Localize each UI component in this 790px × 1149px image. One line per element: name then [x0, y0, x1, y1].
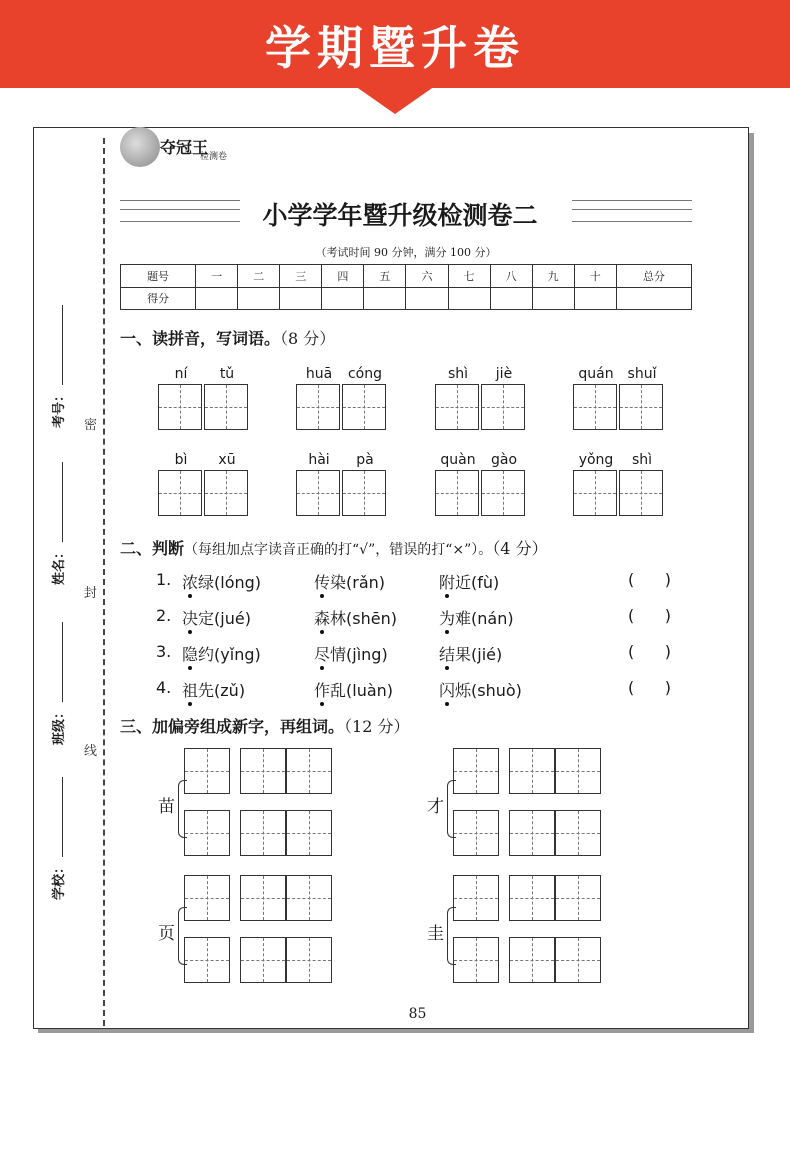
- writing-grid-cell[interactable]: [573, 470, 617, 516]
- dotted-character: 传: [314, 573, 331, 592]
- word-grid[interactable]: [240, 875, 286, 921]
- new-character-grid[interactable]: [184, 810, 230, 856]
- seal-feng: 封: [84, 586, 98, 601]
- pinyin-reading: (luàn): [346, 681, 394, 700]
- pinyin-label: shuǐ: [627, 366, 657, 382]
- radical-character: 页: [158, 924, 175, 944]
- section1-heading: 一、读拼音，写词语。（8 分）: [120, 329, 336, 348]
- side-field-school[interactable]: 学校：: [48, 777, 67, 900]
- seal-xian: 线: [84, 744, 98, 759]
- writing-grid-cell[interactable]: [296, 470, 340, 516]
- new-character-grid[interactable]: [453, 875, 499, 921]
- writing-grid-cell[interactable]: [619, 470, 663, 516]
- writing-grid-cell[interactable]: [481, 470, 525, 516]
- writing-grid-cell[interactable]: [573, 384, 617, 430]
- score-cell[interactable]: [238, 287, 280, 310]
- score-cell[interactable]: [574, 287, 616, 310]
- character: 果: [455, 645, 472, 664]
- side-field-exam-number[interactable]: 考号：: [48, 305, 67, 428]
- character: 约: [198, 645, 215, 664]
- score-cell[interactable]: [322, 287, 364, 310]
- writing-grid-cell[interactable]: [435, 384, 479, 430]
- logo-subtext: 检测卷: [200, 152, 228, 162]
- word-grid[interactable]: [286, 810, 332, 856]
- word-with-pinyin: [314, 642, 388, 665]
- pinyin-reading: (lóng): [214, 573, 262, 592]
- dotted-character: 为: [439, 609, 456, 628]
- pinyin-label: quán: [578, 366, 614, 382]
- character: 乱: [330, 681, 347, 700]
- answer-blank[interactable]: ( ): [628, 678, 671, 697]
- word-grid[interactable]: [555, 937, 601, 983]
- title-rule-left: [120, 200, 240, 222]
- pinyin-label: xū: [218, 452, 236, 468]
- answer-blank[interactable]: ( ): [628, 606, 671, 625]
- dotted-character: 隐: [182, 645, 199, 664]
- new-character-grid[interactable]: [184, 875, 230, 921]
- score-header-cell: 一: [196, 265, 238, 288]
- word-grid[interactable]: [286, 937, 332, 983]
- character: 定: [198, 609, 215, 628]
- word-with-pinyin: [182, 570, 261, 593]
- answer-blank[interactable]: ( ): [628, 642, 671, 661]
- dotted-character: 森: [314, 609, 331, 628]
- pinyin-reading: (jié): [471, 645, 503, 664]
- score-header-cell: 题号: [121, 265, 196, 288]
- question-number: 3.: [156, 642, 172, 661]
- side-field-class[interactable]: 班级：: [48, 622, 67, 745]
- question-number: 1.: [156, 570, 172, 589]
- word-with-pinyin: [439, 570, 499, 593]
- banner-title: 学期暨升卷: [265, 21, 525, 75]
- writing-grid-cell[interactable]: [435, 470, 479, 516]
- pinyin-reading: (jìng): [346, 645, 388, 664]
- radical-character: 才: [427, 797, 444, 817]
- answer-blank[interactable]: ( ): [628, 570, 671, 589]
- writing-grid-cell[interactable]: [158, 470, 202, 516]
- word-with-pinyin: [182, 606, 251, 629]
- word-with-pinyin: [314, 678, 393, 701]
- score-table-score-row: [121, 287, 692, 310]
- word-grid[interactable]: [240, 810, 286, 856]
- word-with-pinyin: [314, 570, 385, 593]
- score-cell[interactable]: [406, 287, 448, 310]
- score-header-cell: 八: [490, 265, 532, 288]
- pinyin-label: gào: [490, 452, 518, 468]
- writing-grid-cell[interactable]: [158, 384, 202, 430]
- question-number: 4.: [156, 678, 172, 697]
- pinyin-reading: (jué): [214, 609, 251, 628]
- word-grid[interactable]: [509, 937, 555, 983]
- logo-mascot-icon: [120, 127, 160, 167]
- title-rule-right: [572, 200, 692, 222]
- pinyin-label: ní: [174, 366, 188, 382]
- character: 林: [330, 609, 347, 628]
- score-header-cell: 二: [238, 265, 280, 288]
- pinyin-reading: (yǐng): [214, 645, 261, 664]
- writing-grid-cell[interactable]: [481, 384, 525, 430]
- word-grid[interactable]: [240, 748, 286, 794]
- score-table-header-row: [121, 265, 692, 288]
- word-grid[interactable]: [555, 748, 601, 794]
- score-cell[interactable]: [280, 287, 322, 310]
- radical-character: 苗: [158, 797, 175, 817]
- new-character-grid[interactable]: [453, 748, 499, 794]
- character: 难: [455, 609, 472, 628]
- character: 情: [330, 645, 347, 664]
- word-grid[interactable]: [509, 875, 555, 921]
- dotted-character: 作: [314, 681, 331, 700]
- writing-grid-cell[interactable]: [342, 384, 386, 430]
- dotted-character: 尽: [314, 645, 331, 664]
- score-header-cell: 四: [322, 265, 364, 288]
- dotted-character: 结: [439, 645, 456, 664]
- score-row-label: 得分: [121, 287, 196, 310]
- pinyin-reading: (zǔ): [214, 681, 246, 700]
- new-character-grid[interactable]: [184, 937, 230, 983]
- score-header-cell: 五: [364, 265, 406, 288]
- score-cell[interactable]: [448, 287, 490, 310]
- binding-margin-line: [103, 138, 105, 1026]
- banner-notch: [355, 86, 435, 114]
- character: 近: [455, 573, 472, 592]
- word-with-pinyin: [182, 678, 245, 701]
- word-grid[interactable]: [509, 748, 555, 794]
- question-number: 2.: [156, 606, 172, 625]
- dotted-character: 浓: [182, 573, 199, 592]
- character: 烁: [455, 681, 472, 700]
- pinyin-label: shì: [447, 366, 469, 382]
- writing-grid-cell[interactable]: [204, 470, 248, 516]
- writing-grid-cell[interactable]: [296, 384, 340, 430]
- writing-grid-cell[interactable]: [204, 384, 248, 430]
- character: 先: [198, 681, 215, 700]
- exam-info: （考试时间 90 分钟，满分 100 分）: [315, 246, 497, 259]
- word-with-pinyin: [439, 606, 514, 629]
- word-with-pinyin: [439, 678, 522, 701]
- score-cell[interactable]: [196, 287, 238, 310]
- word-grid[interactable]: [240, 937, 286, 983]
- pinyin-reading: (rǎn): [346, 573, 386, 592]
- pinyin-reading: (fù): [471, 573, 500, 592]
- pinyin-reading: (shēn): [346, 609, 397, 628]
- word-grid[interactable]: [555, 810, 601, 856]
- character: 染: [330, 573, 347, 592]
- pinyin-label: tǔ: [219, 366, 235, 382]
- page-number: 85: [408, 1006, 427, 1022]
- section2-heading: 二、判断（每组加点字读音正确的打“√”，错误的打“×”）。（4 分）: [120, 539, 548, 558]
- dotted-character: 附: [439, 573, 456, 592]
- word-grid[interactable]: [509, 810, 555, 856]
- logo-text: 夺冠王: [160, 138, 209, 157]
- pinyin-label: pà: [356, 452, 374, 468]
- score-cell[interactable]: [364, 287, 406, 310]
- new-character-grid[interactable]: [453, 937, 499, 983]
- pinyin-label: bì: [174, 452, 188, 468]
- score-table: [120, 264, 692, 310]
- word-with-pinyin: [439, 642, 502, 665]
- character: 绿: [198, 573, 215, 592]
- score-header-cell: 总分: [616, 265, 691, 288]
- score-header-cell: 六: [406, 265, 448, 288]
- pinyin-label: huā: [305, 366, 333, 382]
- word-grid[interactable]: [555, 875, 601, 921]
- document-title: 小学学年暨升级检测卷二: [262, 201, 538, 230]
- word-with-pinyin: [314, 606, 397, 629]
- pinyin-label: jiè: [495, 366, 513, 382]
- pinyin-label: hài: [308, 452, 330, 468]
- section3-heading: 三、加偏旁组成新字，再组词。（12 分）: [120, 717, 410, 736]
- score-header-cell: 七: [448, 265, 490, 288]
- pinyin-label: shì: [631, 452, 653, 468]
- dotted-character: 决: [182, 609, 199, 628]
- dotted-character: 祖: [182, 681, 199, 700]
- new-character-grid[interactable]: [453, 810, 499, 856]
- radical-character: 圭: [427, 924, 444, 944]
- pinyin-reading: (nán): [471, 609, 514, 628]
- pinyin-label: cóng: [347, 366, 383, 382]
- new-character-grid[interactable]: [184, 748, 230, 794]
- score-cell[interactable]: [616, 287, 691, 310]
- score-header-cell: 十: [574, 265, 616, 288]
- writing-grid-cell[interactable]: [342, 470, 386, 516]
- score-header-cell: 九: [532, 265, 574, 288]
- pinyin-label: yǒng: [578, 452, 614, 468]
- word-with-pinyin: [182, 642, 261, 665]
- pinyin-label: quàn: [440, 452, 476, 468]
- word-grid[interactable]: [286, 875, 332, 921]
- writing-grid-cell[interactable]: [619, 384, 663, 430]
- side-field-name[interactable]: 姓名：: [48, 462, 67, 585]
- dotted-character: 闪: [439, 681, 456, 700]
- pinyin-reading: (shuò): [471, 681, 522, 700]
- score-cell[interactable]: [532, 287, 574, 310]
- seal-mi: 密: [84, 418, 98, 433]
- word-grid[interactable]: [286, 748, 332, 794]
- top-banner: [0, 0, 790, 88]
- score-header-cell: 三: [280, 265, 322, 288]
- score-cell[interactable]: [490, 287, 532, 310]
